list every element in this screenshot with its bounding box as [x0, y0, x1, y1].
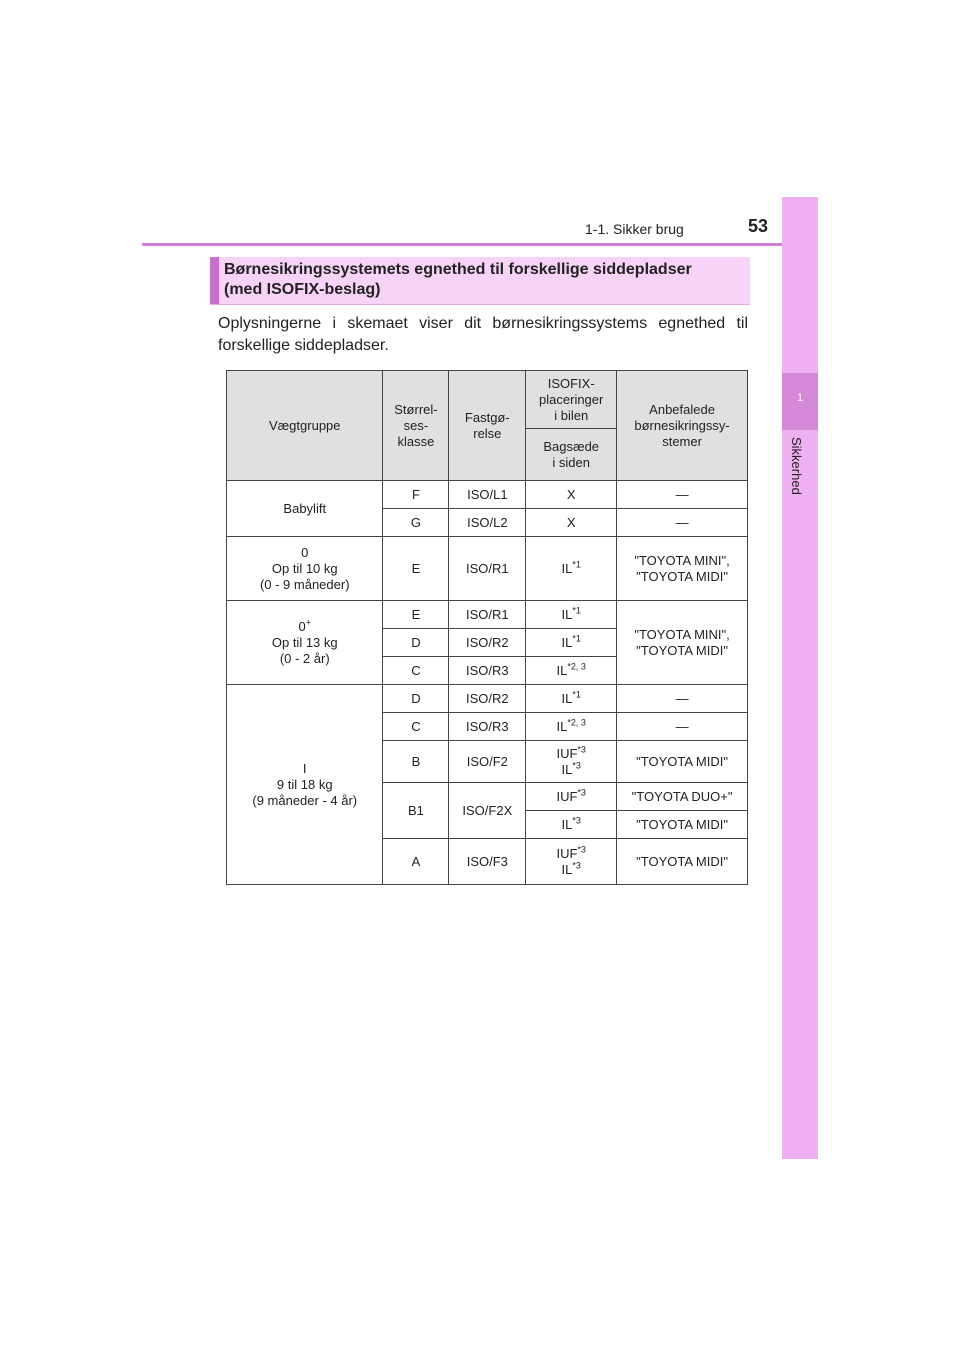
position-cell	[526, 629, 617, 657]
footnote-marker: *1	[572, 605, 581, 616]
footnote-marker: *3	[577, 787, 586, 798]
heading-line-1: Børnesikringssystemets egnethed til forskellige siddepladser	[224, 261, 692, 278]
chapter-side-tab	[782, 197, 818, 1159]
recommended-cell: "TOYOTA MIDI"	[617, 811, 748, 839]
position-cell	[526, 713, 617, 741]
recommended-cell: —	[617, 509, 748, 537]
size-cell: D	[383, 629, 449, 657]
table-row	[227, 685, 748, 713]
position-cell: X	[526, 509, 617, 537]
position-text-2: IL	[561, 861, 573, 877]
recommended-cell: "TOYOTA MIDI"	[617, 839, 748, 885]
header-isofix-positions: ISOFIX- placeringer i bilen	[526, 371, 617, 429]
fixture-cell: ISO/L1	[449, 481, 526, 509]
footnote-marker: *1	[572, 559, 581, 570]
heading-line-2: (med ISOFIX-beslag)	[224, 281, 381, 298]
fixture-cell: ISO/F2	[449, 741, 526, 783]
table-row	[227, 537, 748, 601]
group-babylift: Babylift	[227, 481, 383, 537]
fixture-cell: ISO/R1	[449, 537, 526, 601]
footnote-marker-2: *3	[572, 760, 581, 771]
fixture-cell: ISO/R3	[449, 713, 526, 741]
position-text: IL	[561, 690, 573, 706]
size-cell: A	[383, 839, 449, 885]
header-fixture: Fastgø- relse	[449, 371, 526, 481]
position-text: IUF	[556, 788, 578, 804]
group-0: 0 Op til 10 kg (0 - 9 måneder)	[227, 537, 383, 601]
recommended-cell: "TOYOTA DUO+"	[617, 783, 748, 811]
section-title: 1-1. Sikker brug	[585, 221, 684, 237]
position-cell	[526, 657, 617, 685]
size-cell: G	[383, 509, 449, 537]
footnote-marker: *1	[572, 633, 581, 644]
group-0-plus-sup: +	[305, 617, 311, 628]
position-text: IL	[561, 816, 573, 832]
position-cell	[526, 811, 617, 839]
group-1: I 9 til 18 kg (9 måneder - 4 år)	[227, 685, 383, 885]
fixture-cell: ISO/L2	[449, 509, 526, 537]
table-row	[227, 481, 748, 509]
recommended-cell: —	[617, 713, 748, 741]
header-weight-group: Vægtgruppe	[227, 371, 383, 481]
section-heading	[210, 257, 750, 305]
position-text: IL	[561, 634, 573, 650]
footnote-marker: *3	[577, 844, 586, 855]
footnote-marker: *1	[572, 689, 581, 700]
recommended-cell: "TOYOTA MINI", "TOYOTA MIDI"	[617, 537, 748, 601]
recommended-cell: "TOYOTA MIDI"	[617, 741, 748, 783]
fixture-cell: ISO/F2X	[449, 783, 526, 839]
size-cell: B1	[383, 783, 449, 839]
position-cell	[526, 839, 617, 885]
fixture-cell: ISO/F3	[449, 839, 526, 885]
position-text: IL	[561, 560, 573, 576]
size-cell: E	[383, 537, 449, 601]
isofix-compatibility-table	[226, 370, 748, 885]
size-cell: C	[383, 657, 449, 685]
group-0-plus-main: 0	[298, 618, 306, 634]
position-cell	[526, 601, 617, 629]
header-recommended: Anbefalede børnesikringssy- stemer	[617, 371, 748, 481]
position-cell: X	[526, 481, 617, 509]
fixture-cell: ISO/R2	[449, 629, 526, 657]
size-cell: B	[383, 741, 449, 783]
footnote-marker: *2, 3	[567, 661, 586, 672]
heading-text	[224, 260, 692, 300]
recommended-cell: —	[617, 481, 748, 509]
position-cell	[526, 537, 617, 601]
position-text: IUF	[556, 745, 578, 761]
page-number: 53	[748, 216, 769, 236]
position-text: IL	[556, 718, 568, 734]
recommended-cell: —	[617, 685, 748, 713]
size-cell: C	[383, 713, 449, 741]
footnote-marker-2: *3	[572, 860, 581, 871]
size-cell: D	[383, 685, 449, 713]
size-cell: E	[383, 601, 449, 629]
footnote-marker: *3	[572, 815, 581, 826]
position-cell	[526, 783, 617, 811]
position-text-2: IL	[561, 761, 573, 777]
recommended-cell: "TOYOTA MINI", "TOYOTA MIDI"	[617, 601, 748, 685]
fixture-cell: ISO/R1	[449, 601, 526, 629]
header-rule	[142, 243, 818, 246]
group-0-plus	[227, 601, 383, 685]
table-row	[227, 601, 748, 629]
position-text: IUF	[556, 845, 578, 861]
position-text: IL	[561, 606, 573, 622]
heading-accent-bar	[210, 257, 219, 304]
header-size-class: Størrel- ses- klasse	[383, 371, 449, 481]
intro-paragraph: Oplysningerne i skemaet viser dit børnesikringssystems egnethed til forskellige siddepladser.	[218, 315, 748, 354]
fixture-cell: ISO/R3	[449, 657, 526, 685]
size-cell: F	[383, 481, 449, 509]
position-cell	[526, 741, 617, 783]
chapter-title: Sikkerhed	[789, 437, 804, 495]
position-text: IL	[556, 662, 568, 678]
group-0-plus-rest: Op til 13 kg (0 - 2 år)	[271, 634, 338, 666]
header-rear-side: Bagsæde i siden	[526, 429, 617, 481]
footnote-marker: *2, 3	[567, 717, 586, 728]
chapter-number: 1	[796, 392, 804, 404]
footnote-marker: *3	[577, 744, 586, 755]
fixture-cell: ISO/R2	[449, 685, 526, 713]
position-cell	[526, 685, 617, 713]
